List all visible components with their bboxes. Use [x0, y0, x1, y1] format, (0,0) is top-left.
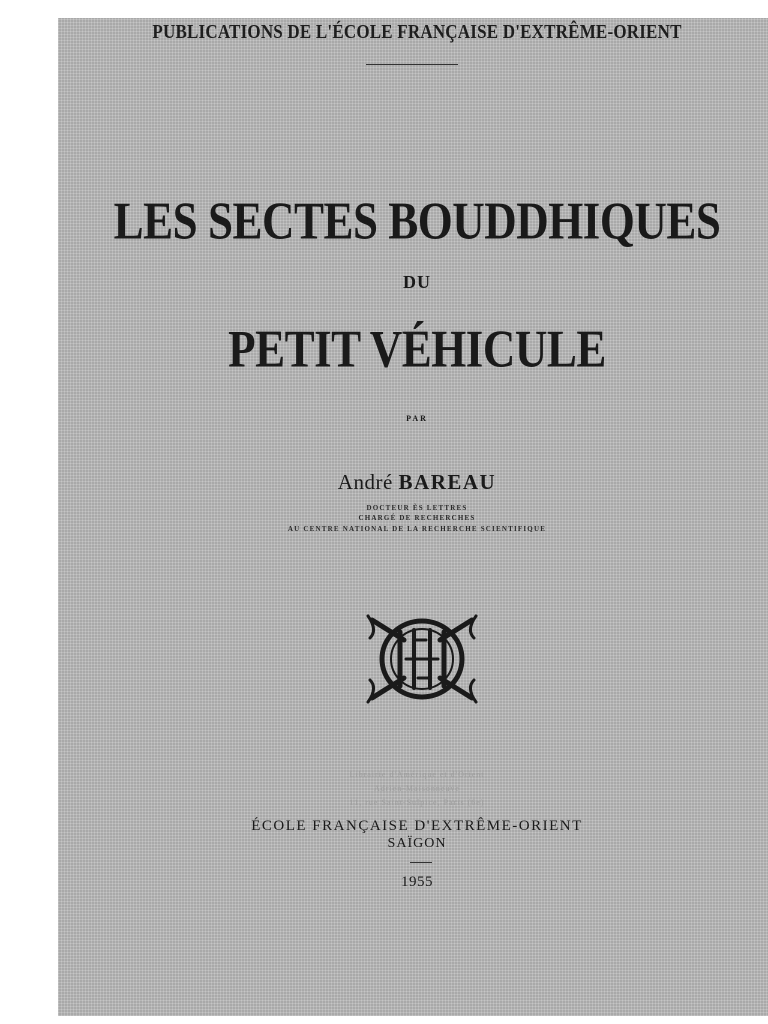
author-credential: CHARGÉ DE RECHERCHES [358, 514, 476, 522]
divider-rule [410, 862, 432, 863]
author-last-name: BAREAU [398, 470, 497, 494]
book-subtitle: PETIT VÉHICULE [228, 319, 606, 379]
efeo-monogram-emblem-icon [366, 610, 478, 708]
series-heading: PUBLICATIONS DE L'ÉCOLE FRANÇAISE D'EXTRÊME-ORIENT [152, 20, 682, 43]
publisher-name: ÉCOLE FRANÇAISE D'EXTRÊME-ORIENT [251, 818, 583, 834]
title-connector: DU [403, 272, 431, 292]
author-credential: AU CENTRE NATIONAL DE LA RECHERCHE SCIENTIFIQUE [287, 525, 547, 533]
distributor-line: Librairie d'Amérique et d'Orient [349, 770, 485, 779]
book-title: LES SECTES BOUDDHIQUES [113, 191, 721, 251]
divider-rule [366, 64, 458, 65]
by-label: PAR [406, 414, 428, 423]
author-name [58, 470, 768, 495]
author-credential: DOCTEUR ÈS LETTRES [366, 504, 468, 512]
title-page [58, 18, 768, 1016]
distributor-line: Adrien-Maisonneuve [374, 784, 460, 793]
author-first-name: André [337, 470, 393, 494]
distributor-line: 11, rue Saint-Sulpice, Paris (6e) [349, 798, 485, 807]
publication-year: 1955 [401, 874, 433, 890]
publisher-city: SAÏGON [387, 836, 447, 851]
